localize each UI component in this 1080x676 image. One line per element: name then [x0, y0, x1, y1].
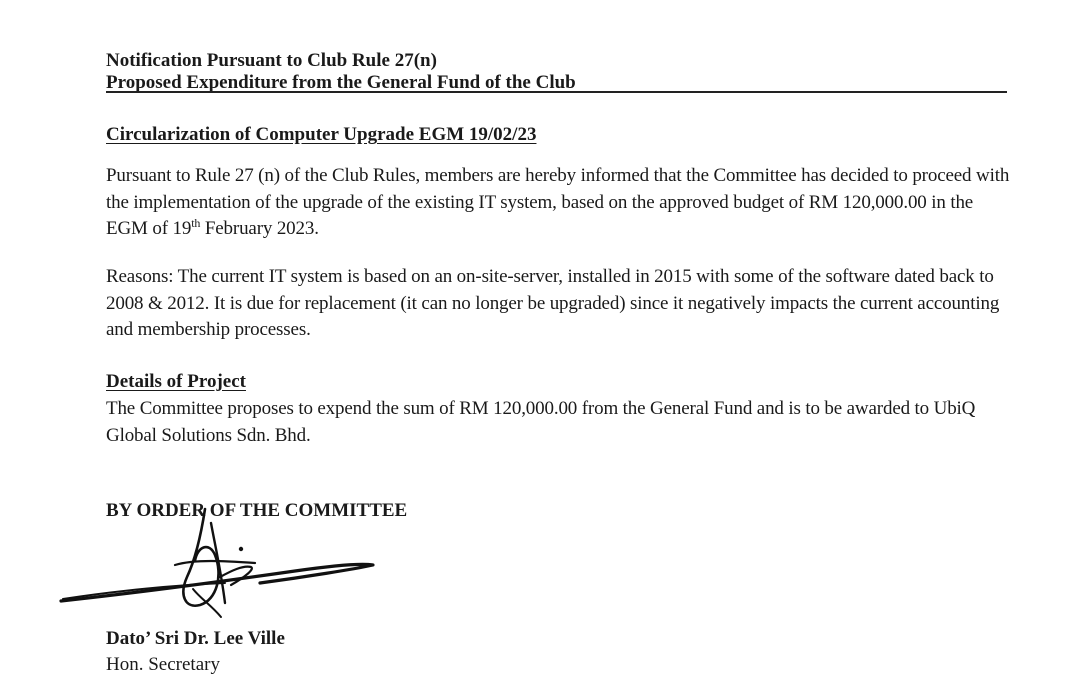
circularization-date-text: February 2023.: [200, 218, 319, 239]
project-details-heading: Details of Project: [106, 371, 246, 392]
reasons-paragraph: Reasons: The current IT system is based on an on-site-server, installed in 2015 with some of the software dated back to 2008 & 2012. It is due for replacement (it can no longer be upgraded) since it negatively impacts the current accounting and membership processes.: [106, 266, 1000, 340]
expenditure-title: Proposed Expenditure from the General Fund of the Club: [106, 72, 576, 93]
document-header: [106, 50, 1006, 94]
circularization-text: Pursuant to Rule 27 (n) of the Club Rules, members are hereby informed that the Committee has decided to proceed with the implementation of the upgrade of the existing IT system, based on the approved budget of RM 120,000.00 in the EGM of 19: [106, 165, 1010, 239]
ordinal-suffix: th: [191, 216, 201, 230]
circularization-heading: Circularization of Computer Upgrade EGM 19/02/23: [106, 124, 537, 145]
project-details-paragraph: The Committee proposes to expend the sum of RM 120,000.00 from the General Fund and is to be awarded to UbiQ Global Solutions Sdn. Bhd.: [106, 398, 976, 446]
header-divider: [106, 91, 1007, 93]
notification-title: Notification Pursuant to Club Rule 27(n): [106, 50, 437, 71]
by-order-line: BY ORDER OF THE COMMITTEE: [106, 500, 408, 521]
handwritten-signature: [55, 505, 385, 625]
signer-name: Dato’ Sri Dr. Lee Ville: [106, 628, 285, 649]
signer-title: Hon. Secretary: [106, 654, 220, 675]
circularization-paragraph: [106, 163, 1016, 243]
